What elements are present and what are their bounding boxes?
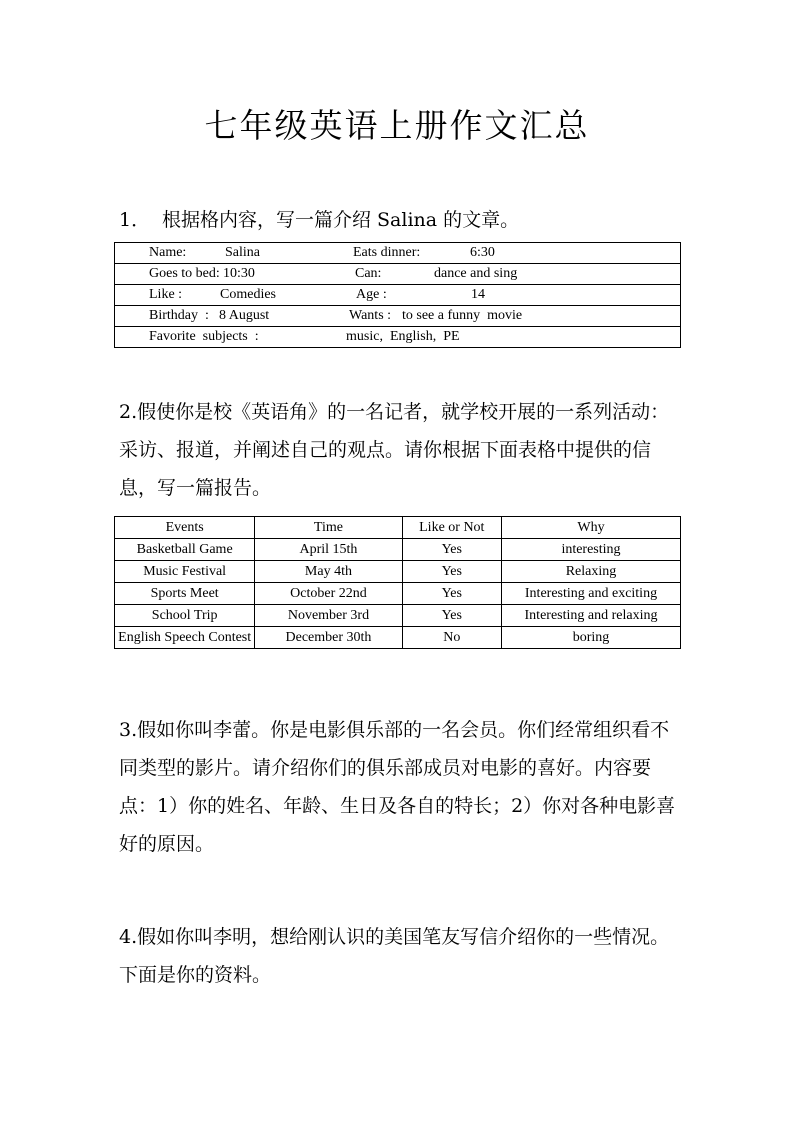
events-table: [114, 516, 681, 649]
info-left-label: Birthday :: [149, 308, 209, 323]
table-row: [115, 583, 681, 605]
table-cell: May 4th: [255, 561, 402, 583]
info-left-label: Goes to bed:: [149, 266, 220, 281]
table-cell: Relaxing: [501, 561, 680, 583]
table-row: [115, 605, 681, 627]
table-row: [115, 243, 681, 264]
info-right-value: dance and sing: [434, 266, 518, 281]
info-right-value: 14: [471, 287, 485, 302]
table-cell: English Speech Contest: [115, 627, 255, 649]
table-cell: boring: [501, 627, 680, 649]
table-row: [115, 306, 681, 327]
table-cell: interesting: [501, 539, 680, 561]
question-3-prompt: 3.假如你叫李蕾。你是电影俱乐部的一名会员。你们经常组织看不同类型的影片。请介绍你们的俱乐部成员对电影的喜好。内容要点：1）你的姓名、年龄、生日及各自的特长；2）你对各种电影喜好的原因。: [119, 719, 676, 855]
table-cell: Music Festival: [115, 561, 255, 583]
info-right-value: to see a funny movie: [402, 308, 523, 323]
table-row: [115, 285, 681, 306]
question-1-number: 1．: [119, 209, 151, 231]
info-left-value: 8 August: [219, 308, 270, 323]
column-header: Like or Not: [402, 517, 501, 539]
info-right-value: 6:30: [470, 245, 495, 260]
table-cell: Interesting and exciting: [501, 583, 680, 605]
table-cell: December 30th: [255, 627, 402, 649]
table-row: [115, 627, 681, 649]
table-cell: November 3rd: [255, 605, 402, 627]
salina-info-table: [114, 242, 681, 348]
table-cell: April 15th: [255, 539, 402, 561]
page-title: 七年级英语上册作文汇总: [204, 106, 590, 145]
info-left-label: Like :: [149, 287, 183, 302]
question-1-prompt: [119, 206, 519, 234]
info-right-value: music, English, PE: [346, 329, 460, 344]
table-cell: Yes: [402, 605, 501, 627]
table-header-row: [115, 517, 681, 539]
table-cell: Basketball Game: [115, 539, 255, 561]
info-right-label: Wants :: [349, 308, 392, 323]
info-left-label: Favorite subjects :: [149, 329, 259, 344]
table-cell: Yes: [402, 539, 501, 561]
table-cell: Interesting and relaxing: [501, 605, 680, 627]
column-header: Events: [115, 517, 255, 539]
table-row: [115, 327, 681, 348]
info-right-label: Age :: [356, 287, 387, 302]
table-row: [115, 264, 681, 285]
info-left-value: 10:30: [223, 266, 255, 281]
info-left-value: Salina: [225, 245, 260, 260]
info-left-value: Comedies: [220, 287, 276, 302]
info-left-label: Name:: [149, 245, 187, 260]
table-cell: School Trip: [115, 605, 255, 627]
column-header: Time: [255, 517, 402, 539]
table-cell: Yes: [402, 561, 501, 583]
column-header: Why: [501, 517, 680, 539]
table-row: [115, 561, 681, 583]
table-row: [115, 539, 681, 561]
question-2-prompt: 2.假使你是校《英语角》的一名记者，就学校开展的一系列活动：采访、报道，并阐述自己的观点。请你根据下面表格中提供的信息，写一篇报告。: [119, 401, 670, 499]
question-1-text: 根据格内容，写一篇介绍 Salina 的文章。: [162, 209, 520, 231]
table-cell: Yes: [402, 583, 501, 605]
info-right-label: Can:: [355, 266, 382, 281]
info-right-label: Eats dinner:: [353, 245, 421, 260]
table-cell: October 22nd: [255, 583, 402, 605]
table-cell: Sports Meet: [115, 583, 255, 605]
question-4-prompt: 4.假如你叫李明，想给刚认识的美国笔友写信介绍你的一些情况。下面是你的资料。: [119, 926, 670, 986]
table-cell: No: [402, 627, 501, 649]
